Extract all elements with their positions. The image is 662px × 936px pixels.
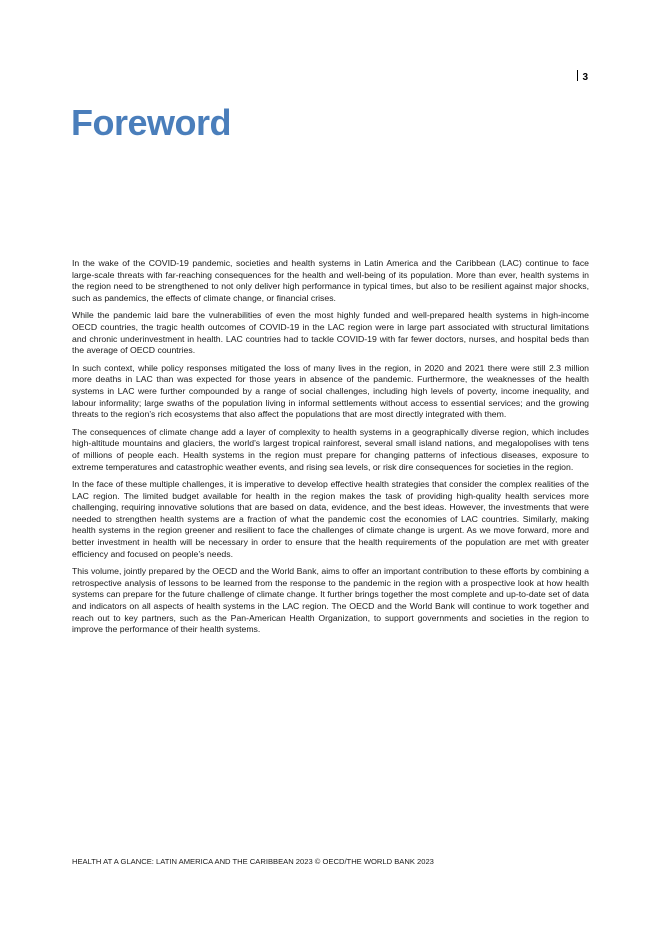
foreword-body — [72, 258, 589, 642]
paragraph: The consequences of climate change add a layer of complexity to health systems in a geographically diverse region, which includes high-altitude mountains and glaciers, the world’s largest tropical rainforest, several small island nations, and megalopolises with tens of millions of people each. Health systems in the region must prepare for changing patterns of infectious diseases, exposure to extreme temperatures and catastrophic weather events, and rising sea levels, or risk dire consequences for societies in the region. — [72, 426, 589, 472]
paragraph: In such context, while policy responses mitigated the loss of many lives in the region, in 2020 and 2021 there were still 2.3 million more deaths in LAC than was expected for those years in absence of the pandemic. Furthermore, the weaknesses of the health systems in LAC were further compounded by a range of social challenges, including high levels of poverty, income inequality, and labour informality; large swaths of the population living in informal settlements without access to essential services; and the growing threats to the region’s rich ecosystems that also affect the populations that are most directly integrated with them. — [72, 362, 589, 420]
paragraph: This volume, jointly prepared by the OECD and the World Bank, aims to offer an important contribution to these efforts by combining a retrospective analysis of lessons to be learned from the response to the pandemic in the region with a prospective look at how health systems can prepare for the future challenge of climate change. It further brings together the most complete and up-to-date set of data and indicators on all aspects of health systems in the LAC region. The OECD and the World Bank will continue to work together and reach out to key partners, such as the Pan-American Health Organization, to support governments and societies in the region to improve the performance of their health systems. — [72, 566, 589, 635]
page-number-divider — [577, 70, 578, 81]
paragraph: In the face of these multiple challenges, it is imperative to develop effective health strategies that consider the complex realities of the LAC region. The limited budget available for health in the region makes the task of providing high-quality health services more challenging, requiring innovative solutions that are based on data, evidence, and the best ideas. However, the investments that were needed to strengthen health systems are a fraction of what the pandemic cost the economies of LAC countries. Similarly, making health systems in the region greener and resilient to face the challenges of climate change is urgent. As we move forward, more and better investment in health will be necessary in order to ensure that the health requirements of the population are met with greater efficiency and focused on people’s needs. — [72, 479, 589, 559]
page-number — [577, 70, 588, 83]
page-footer: HEALTH AT A GLANCE: LATIN AMERICA AND THE CARIBBEAN 2023 © OECD/THE WORLD BANK 2023 — [72, 857, 434, 866]
page-title: Foreword — [71, 102, 232, 143]
page-number-text: 3 — [582, 72, 588, 83]
paragraph: While the pandemic laid bare the vulnerabilities of even the most highly funded and well-prepared health systems in high-income OECD countries, the tragic health outcomes of COVID-19 in the LAC region were in large part associated with structural limitations and chronic underinvestment in health. LAC countries had to tackle COVID-19 with far fewer doctors, nurses, and hospital beds than the average of OECD countries. — [72, 310, 589, 356]
paragraph: In the wake of the COVID-19 pandemic, societies and health systems in Latin America and the Caribbean (LAC) continue to face large-scale threats with far-reaching consequences for the health and well-being of its population. More than ever, health systems in the region need to be strengthened to not only deliver high performance in typical times, but also to be resilient against major shocks, such as pandemics, the effects of climate change, or financial crises. — [72, 258, 589, 303]
